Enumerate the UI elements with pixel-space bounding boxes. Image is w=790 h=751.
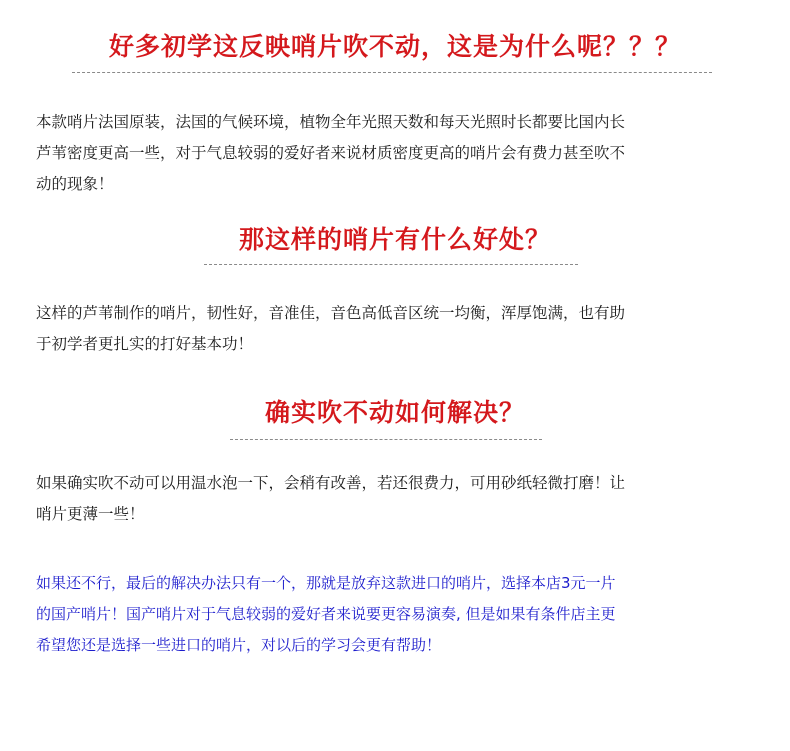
final-note-line: 的国产哨片！国产哨片对于气息较弱的爱好者来说要更容易演奏, 但是如果有条件店主更 <box>36 605 616 623</box>
paragraph-line: 本款哨片法国原装，法国的气候环境，植物全年光照天数和每天光照时长都要比国内长 <box>36 113 626 131</box>
section-3-paragraph <box>36 468 758 530</box>
final-note <box>36 568 758 661</box>
final-note-line: 希望您还是选择一些进口的哨片，对以后的学习会更有帮助！ <box>36 636 442 654</box>
paragraph-line: 这样的芦苇制作的哨片，韧性好，音准佳，音色高低音区统一均衡，浑厚饱满，也有助 <box>36 304 626 322</box>
section-2-paragraph <box>36 298 758 360</box>
section-1-paragraph <box>36 107 758 200</box>
section-1-heading: 好多初学这反映哨片吹不动，这是为什么呢？？？ <box>108 32 681 61</box>
final-note-line: 如果还不行，最后的解决办法只有一个，那就是放弃这款进口的哨片，选择本店3元一片 <box>36 574 616 592</box>
paragraph-line: 芦苇密度更高一些，对于气息较弱的爱好者来说材质密度更高的哨片会有费力甚至吹不 <box>36 144 626 162</box>
section-1-divider <box>72 72 712 73</box>
section-2-heading: 那这样的哨片有什么好处？ <box>238 225 551 254</box>
section-2-divider <box>204 264 578 265</box>
paragraph-line: 动的现象！ <box>36 175 114 193</box>
section-3-divider <box>230 439 542 440</box>
paragraph-line: 如果确实吹不动可以用温水泡一下，会稍有改善，若还很费力，可用砂纸轻微打磨！让 <box>36 474 626 492</box>
paragraph-line: 哨片更薄一些！ <box>36 505 145 523</box>
section-3-heading: 确实吹不动如何解决？ <box>264 398 525 427</box>
paragraph-line: 于初学者更扎实的打好基本功！ <box>36 335 254 353</box>
